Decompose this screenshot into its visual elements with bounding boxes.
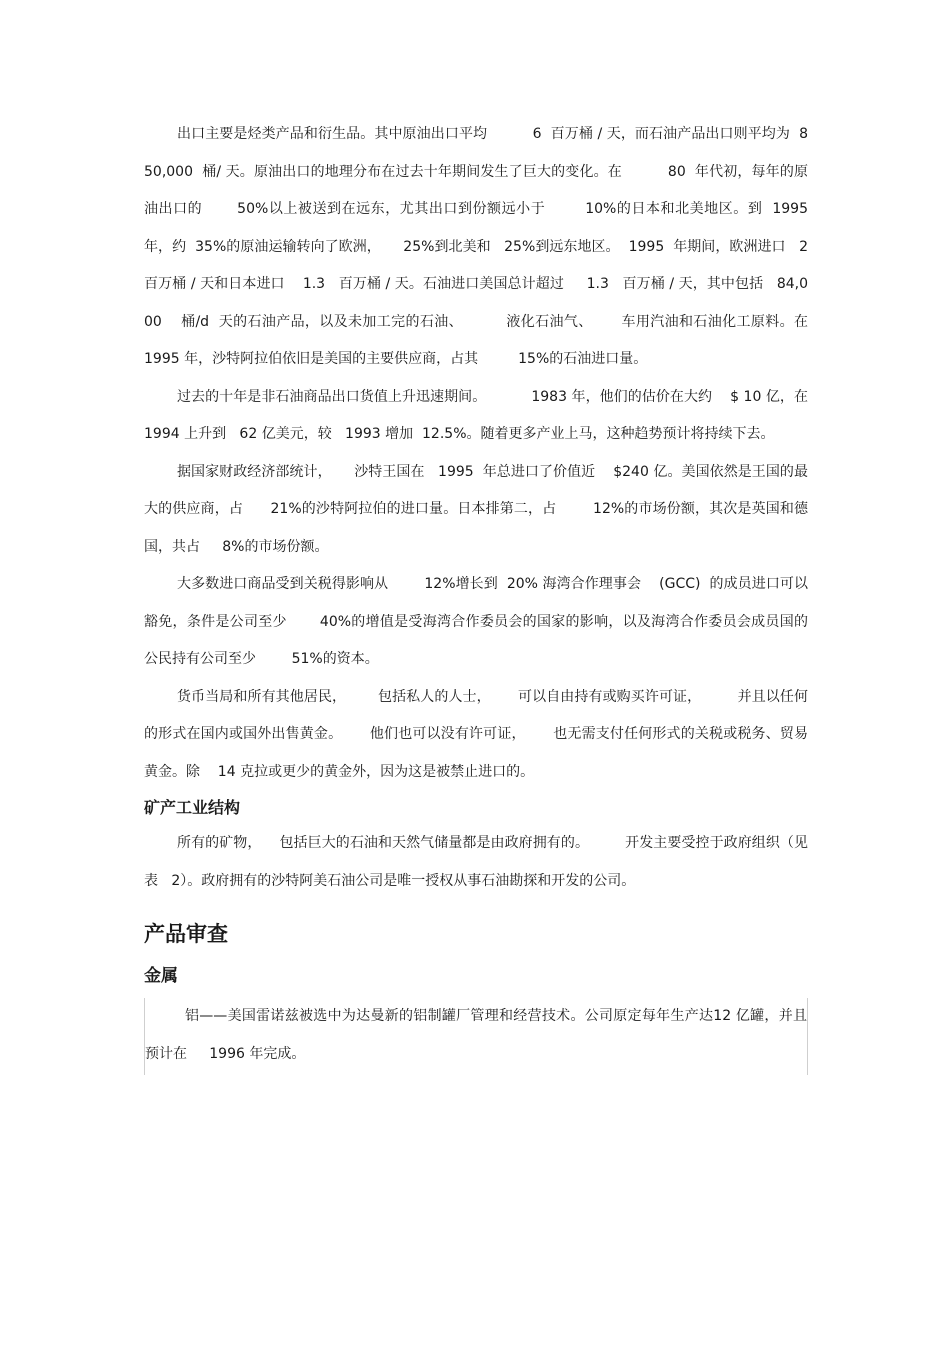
- paragraph-imports: 据国家财政经济部统计， 沙特王国在 1995 年总进口了价值近 $240 亿。美国依然是王国的最大的供应商，占 21%的沙特阿拉伯的进口量。日本排第二，占 12%的市场份额，其次是英国和德国，共占 8%的市场份额。: [144, 463, 808, 555]
- heading-mining-structure: 矿产工业结构: [144, 798, 241, 817]
- paragraph-gold: 货币当局和所有其他居民， 包括私人的人士， 可以自由持有或购买许可证， 并且以任何的形式在国内或国外出售黄金。 他们也可以没有许可证， 也无需支付任何形式的关税或税务、贸易黄金。除 14 克拉或更少的黄金外，因为这是被禁止进口的。: [144, 688, 808, 780]
- metals-text-box: [144, 998, 808, 1075]
- heading-metals: 金属: [144, 966, 178, 986]
- paragraph-non-oil-exports: 过去的十年是非石油商品出口货值上升迅速期间。 1983 年，他们的估价在大约 $ 10 亿，在 1994 上升到 62 亿美元，较 1993 增加 12.5%。随着更多产业上马，这种趋势预计将持续下去。: [144, 388, 813, 442]
- document-body: [144, 116, 835, 1075]
- paragraph-aluminum: 铝——美国雷诺兹被选中为达曼新的铝制罐厂管理和经营技术。公司原定每年生产达12 亿罐，并且预计在 1996 年完成。: [145, 1008, 807, 1062]
- paragraph-tariffs: 大多数进口商品受到关税得影响从 12%增长到 20% 海湾合作理事会 (GCC) 的成员进口可以豁免，条件是公司至少 40%的增值是受海湾合作委员会的国家的影响，以及海湾合作委员会成员国的公民持有公司至少 51%的资本。: [144, 576, 808, 667]
- paragraph-crude-oil-exports: 出口主要是烃类产品和衍生品。其中原油出口平均 6 百万桶 / 天，而石油产品出口则平均为 850,000 桶/ 天。原油出口的地理分布在过去十年期间发生了巨大的变化。在 80 年代初，每年的原油出口的 50%以上被送到在远东，尤其出口到份额远小于 10%的日本和北美地区。到 1995 年，约 35%的原油运输转向了欧洲， 25%到北美和 25%到远东地区。 1995 年期间，欧洲进口 2 百万桶 / 天和日本进口 1.3 百万桶 / 天。石油进口美国总计超过 1.3 百万桶 / 天，其中包括 84,000 桶/d 天的石油产品，以及未加工完的石油、 液化石油气、 车用汽油和石油化工原料。在 1995 年，沙特阿拉伯依旧是美国的主要供应商，占其 15%的石油进口量。: [144, 126, 835, 367]
- heading-product-review: 产品审查: [144, 922, 228, 946]
- paragraph-mining-structure: 所有的矿物， 包括巨大的石油和天然气储量都是由政府拥有的。 开发主要受控于政府组织（见表 2）。政府拥有的沙特阿美石油公司是唯一授权从事石油勘探和开发的公司。: [144, 835, 808, 889]
